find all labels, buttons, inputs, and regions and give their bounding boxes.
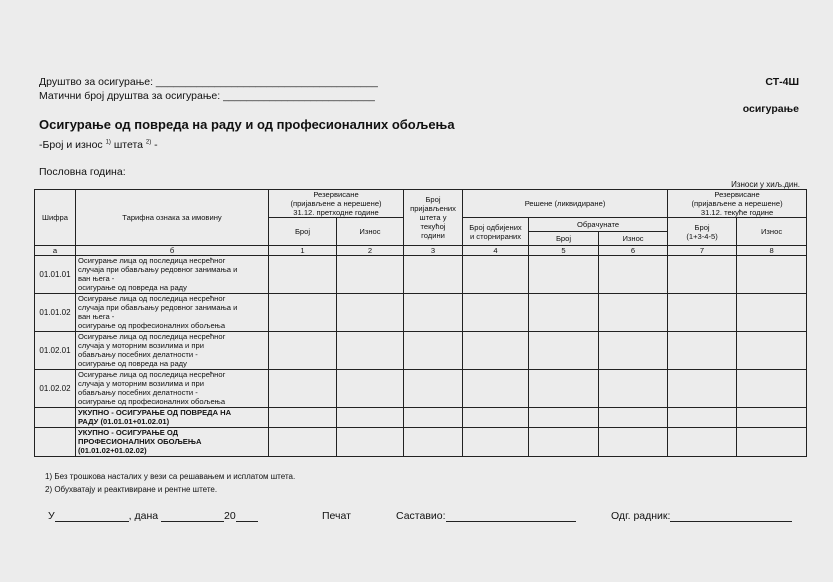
row-desc-line: Осигурање лица од последица несрећног [78, 294, 226, 303]
company-field[interactable]: Друштво за осигурање: ______________________________________ [39, 76, 378, 88]
row-description [76, 332, 269, 370]
cell-2[interactable] [337, 332, 404, 370]
table-row [35, 256, 807, 294]
row-desc-line: обављању посебних делатности - [78, 388, 198, 397]
header-broj-5: Број [529, 232, 599, 246]
colnum-3: 3 [404, 246, 463, 256]
insurance-category: осигурање [742, 103, 799, 115]
colnum-a: а [35, 246, 76, 256]
date-input[interactable] [161, 521, 224, 522]
cell-8[interactable] [737, 428, 807, 457]
row-code: 01.02.02 [35, 370, 76, 408]
header-reserved-current [668, 190, 807, 218]
compiled-label: Саставио: [396, 510, 446, 522]
row-desc-line: осигурање од повреда на раду [78, 283, 187, 292]
cell-5[interactable] [529, 428, 599, 457]
header-reserved-previous-line1: Резервисане [313, 190, 359, 199]
header-calculated: Обрачунате [529, 218, 668, 232]
cell-8[interactable] [737, 332, 807, 370]
header-reported-line1: Број [425, 195, 441, 204]
cell-8[interactable] [737, 408, 807, 428]
cell-6[interactable] [599, 428, 668, 457]
place-input[interactable] [55, 521, 129, 522]
cell-4[interactable] [463, 294, 529, 332]
header-sifra: Шифра [35, 190, 76, 246]
row-code: 01.01.02 [35, 294, 76, 332]
total-label-line: РАДУ (01.01.01+01.02.01) [78, 417, 170, 426]
cell-5[interactable] [529, 256, 599, 294]
page-title: Осигурање од повреда на раду и од професионалних обољења [39, 117, 455, 132]
cell-8[interactable] [737, 370, 807, 408]
row-desc-line: ван њега - [78, 312, 115, 321]
header-rejected [463, 218, 529, 246]
footnote-ref-1: 1) [105, 139, 111, 146]
header-reported-claims [404, 190, 463, 246]
cell-3[interactable] [404, 428, 463, 457]
cell-6[interactable] [599, 332, 668, 370]
cell-3[interactable] [404, 408, 463, 428]
header-iznos-2: Износ [337, 218, 404, 246]
subtitle [39, 139, 158, 151]
header-tarifna: Тарифна ознака за имовину [76, 190, 269, 246]
cell-1[interactable] [269, 256, 337, 294]
header-reported-line4: текућој [420, 222, 446, 231]
header-reported-line3: штета у [419, 213, 447, 222]
business-year-label: Пословна година: [39, 166, 126, 178]
cell-7[interactable] [668, 332, 737, 370]
colnum-b: б [76, 246, 269, 256]
cell-2[interactable] [337, 256, 404, 294]
header-reserved-previous [269, 190, 404, 218]
header-reserved-current-line3: 31.12. текуће године [700, 208, 774, 217]
table-row [35, 294, 807, 332]
row-desc-line: Осигурање лица од последица несрећног [78, 332, 226, 341]
responsible-label: Одг. радник: [611, 510, 671, 522]
row-desc-line: осигурање од повреда на раду [78, 359, 187, 368]
cell-7[interactable] [668, 294, 737, 332]
header-broj-7-line2: (1+3-4-5) [686, 231, 718, 241]
cell-3[interactable] [404, 370, 463, 408]
total-row-injuries [35, 408, 807, 428]
date-label: , дана [128, 510, 159, 522]
row-desc-line: случаја при обављању редовног занимања и [78, 265, 238, 274]
cell-3[interactable] [404, 332, 463, 370]
footer-place [48, 510, 258, 522]
cell-2[interactable] [337, 294, 404, 332]
cell-4[interactable] [463, 428, 529, 457]
cell-4[interactable] [463, 370, 529, 408]
cell-8[interactable] [737, 256, 807, 294]
footnote-1: 1) Без трошкова насталих у вези са решавањем и исплатом штета. [45, 472, 296, 481]
colnum-5: 5 [529, 246, 599, 256]
colnum-2: 2 [337, 246, 404, 256]
cell-1[interactable] [269, 428, 337, 457]
header-reserved-previous-line2: (пријављене а нерешене) [290, 199, 382, 208]
compiled-input[interactable] [446, 521, 576, 522]
cell-5[interactable] [529, 408, 599, 428]
subtitle-mid: штета [110, 139, 146, 151]
cell-6[interactable] [599, 294, 668, 332]
cell-2[interactable] [337, 370, 404, 408]
header-reported-line5: години [421, 231, 445, 240]
header-broj-1: Број [269, 218, 337, 246]
header-rejected-line1: Број одбијених [469, 222, 522, 232]
row-desc-line: осигурање од професионалних обољења [78, 397, 226, 406]
colnum-4: 4 [463, 246, 529, 256]
row-desc-line: случаја при обављању редовног занимања и [78, 303, 238, 312]
registration-number-field[interactable]: Матични број друштва за осигурање: __________________________ [39, 90, 375, 102]
total-code-empty [35, 428, 76, 457]
colnum-1: 1 [269, 246, 337, 256]
table-row [35, 332, 807, 370]
cell-7[interactable] [668, 256, 737, 294]
row-description [76, 256, 269, 294]
colnum-7: 7 [668, 246, 737, 256]
header-broj-7-line1: Број [694, 222, 710, 232]
row-description [76, 294, 269, 332]
cell-1[interactable] [269, 294, 337, 332]
header-reported-line2: пријављених [410, 204, 456, 213]
place-label: У [48, 510, 55, 522]
header-resolved: Решене (ликвидиране) [463, 190, 668, 218]
total-label-line: УКУПНО - ОСИГУРАЊЕ ОД ПОВРЕДА НА [78, 408, 232, 417]
cell-6[interactable] [599, 256, 668, 294]
row-desc-line: ван њега - [78, 274, 115, 283]
claims-table [34, 189, 807, 457]
year-input[interactable] [236, 521, 258, 522]
cell-5[interactable] [529, 332, 599, 370]
total-diseases-label [76, 428, 269, 457]
cell-6[interactable] [599, 408, 668, 428]
cell-1[interactable] [269, 408, 337, 428]
total-label-line: УКУПНО - ОСИГУРАЊЕ ОД [78, 428, 179, 437]
row-desc-line: обављању посебних делатности - [78, 350, 198, 359]
header-rejected-line2: и сторнираних [469, 231, 522, 241]
cell-7[interactable] [668, 370, 737, 408]
cell-3[interactable] [404, 294, 463, 332]
row-code: 01.02.01 [35, 332, 76, 370]
stamp-label: Печат [322, 510, 351, 522]
row-desc-line: Осигурање лица од последица несрећног [78, 370, 226, 379]
header-iznos-8: Износ [737, 218, 807, 246]
cell-6[interactable] [599, 370, 668, 408]
cell-8[interactable] [737, 294, 807, 332]
cell-3[interactable] [404, 256, 463, 294]
table-row [35, 370, 807, 408]
row-description [76, 370, 269, 408]
cell-5[interactable] [529, 294, 599, 332]
subtitle-post: - [151, 139, 158, 151]
compiled-by [396, 510, 576, 522]
total-row-diseases [35, 428, 807, 457]
cell-4[interactable] [463, 332, 529, 370]
row-desc-line: осигурање од професионалних обољења [78, 321, 226, 330]
total-injuries-label [76, 408, 269, 428]
row-desc-line: случаја у моторним возилима и при [78, 379, 204, 388]
total-code-empty [35, 408, 76, 428]
header-iznos-6: Износ [599, 232, 668, 246]
cell-5[interactable] [529, 370, 599, 408]
cell-4[interactable] [463, 256, 529, 294]
footnote-2: 2) Обухватају и реактивиране и рентне штете. [45, 485, 218, 494]
form-code: СТ-4Ш [765, 76, 799, 88]
subtitle-pre: -Број и износ [39, 139, 106, 151]
colnum-6: 6 [599, 246, 668, 256]
cell-1[interactable] [269, 370, 337, 408]
cell-7[interactable] [668, 428, 737, 457]
cell-4[interactable] [463, 408, 529, 428]
total-label-line: ПРОФЕСИОНАЛНИХ ОБОЉЕЊА [78, 437, 202, 446]
total-label-line: (01.01.02+01.02.02) [78, 446, 147, 455]
header-reserved-previous-line3: 31.12. претходне године [293, 208, 379, 217]
year-prefix: 20 [224, 510, 236, 522]
header-reserved-current-line2: (пријављене а нерешене) [691, 199, 783, 208]
header-reserved-current-line1: Резервисане [714, 190, 760, 199]
colnum-8: 8 [737, 246, 807, 256]
row-desc-line: Осигурање лица од последица несрећног [78, 256, 226, 265]
responsible-input[interactable] [670, 521, 792, 522]
cell-7[interactable] [668, 408, 737, 428]
cell-1[interactable] [269, 332, 337, 370]
footnote-ref-2: 2) [145, 139, 152, 146]
units-note: Износи у хиљ.дин. [731, 180, 800, 189]
responsible-person [611, 510, 792, 522]
row-desc-line: случаја у моторним возилима и при [78, 341, 204, 350]
row-code: 01.01.01 [35, 256, 76, 294]
cell-2[interactable] [337, 428, 404, 457]
header-broj-7 [668, 218, 737, 246]
cell-2[interactable] [337, 408, 404, 428]
